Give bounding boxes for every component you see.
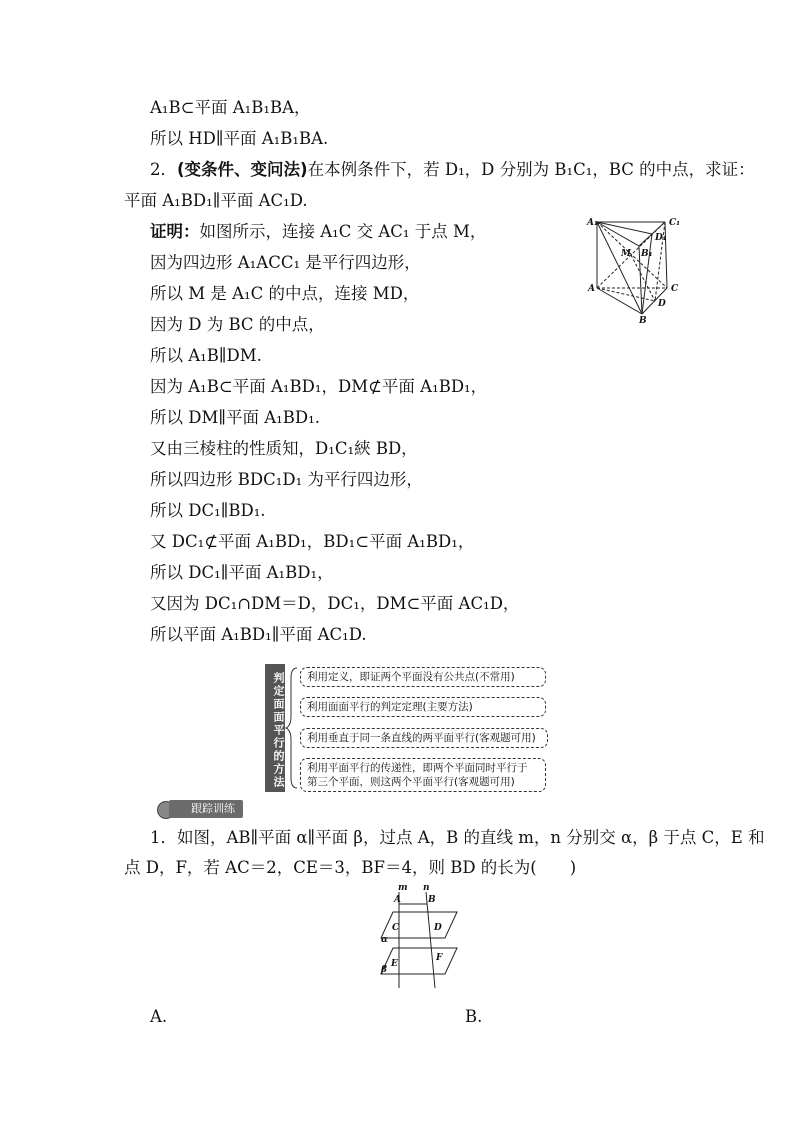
question-number: 2． bbox=[150, 160, 177, 179]
fig-label: A bbox=[394, 895, 401, 905]
practice-label: 跟踪训练 bbox=[169, 800, 243, 818]
text-line: 又由三棱柱的性质知，D₁C₁綊 BD， bbox=[150, 439, 418, 458]
text-line: 所以 A₁B∥DM. bbox=[150, 346, 262, 365]
text-line: 所以 DC₁∥BD₁. bbox=[150, 501, 266, 520]
fig-label: C₁ bbox=[669, 218, 681, 228]
fig-label: m bbox=[398, 883, 408, 893]
method-item: 利用定义，即证两个平面没有公共点(不常用) bbox=[300, 667, 546, 687]
fig-label: D bbox=[658, 299, 666, 309]
fig-label: β bbox=[381, 965, 387, 975]
fig-label: E bbox=[391, 959, 398, 969]
fig-label: B bbox=[428, 895, 436, 905]
fig-label: M bbox=[621, 249, 631, 259]
text-line bbox=[150, 159, 755, 181]
method-item-line: 第三个平面，则这两个平面平行(客观题可用) bbox=[307, 776, 515, 788]
fig-label: A₁ bbox=[587, 218, 598, 228]
planes-figure bbox=[375, 882, 465, 992]
text-line: 因为 A₁B⊂平面 A₁BD₁，DM⊄平面 A₁BD₁， bbox=[150, 377, 488, 396]
fig-label: B bbox=[639, 316, 647, 324]
method-item: 利用垂直于同一条直线的两平面平行(客观题可用) bbox=[300, 728, 548, 748]
text-line: 又因为 DC₁∩DM＝D，DC₁，DM⊂平面 AC₁D， bbox=[150, 594, 520, 613]
question-line: 点 D，F，若 AC＝2，CE＝3，BF＝4，则 BD 的长为( ) bbox=[124, 858, 577, 877]
text-line: 所以四边形 BDC₁D₁ 为平行四边形， bbox=[150, 470, 423, 489]
method-item-line: 利用平面平行的传递性，即两个平面同时平行于 bbox=[307, 762, 528, 774]
fig-label: D bbox=[434, 923, 442, 933]
text-line: 平面 A₁BD₁∥平面 AC₁D. bbox=[124, 191, 308, 210]
text-line: A₁B⊂平面 A₁B₁BA， bbox=[150, 98, 311, 117]
fig-label: α bbox=[381, 935, 388, 945]
fig-label: B₁ bbox=[641, 249, 653, 259]
practice-section-tag bbox=[155, 800, 255, 818]
question-text: 在本例条件下，若 D₁，D 分别为 B₁C₁，BC 的中点，求证： bbox=[307, 160, 755, 179]
method-brace bbox=[285, 664, 299, 792]
fig-label: F bbox=[436, 953, 443, 963]
fig-label: n bbox=[423, 883, 430, 893]
method-box-title: 判定面面平行的方法 bbox=[265, 664, 285, 792]
method-item bbox=[300, 758, 546, 792]
text-line: 所以 DM∥平面 A₁BD₁. bbox=[150, 408, 320, 427]
text-line: 所以平面 A₁BD₁∥平面 AC₁D. bbox=[150, 625, 367, 644]
text-line: 所以 M 是 A₁C 的中点，连接 MD， bbox=[150, 284, 420, 303]
method-item: 利用面面平行的判定定理(主要方法) bbox=[300, 697, 546, 717]
option-b: B. bbox=[465, 1007, 483, 1026]
fig-label: D₁ bbox=[655, 233, 667, 243]
text-line: 因为四边形 A₁ACC₁ 是平行四边形， bbox=[150, 253, 421, 272]
text-line bbox=[150, 221, 486, 243]
fig-label: C bbox=[671, 284, 679, 294]
fig-label: C bbox=[392, 923, 400, 933]
prism-figure bbox=[585, 212, 695, 324]
text-line: 所以 HD∥平面 A₁B₁BA. bbox=[150, 129, 329, 148]
question-line: 1．如图，AB∥平面 α∥平面 β，过点 A，B 的直线 m，n 分别交 α，β 于点 C，E 和 bbox=[150, 828, 765, 847]
text-line: 因为 D 为 BC 的中点， bbox=[150, 315, 325, 334]
option-a: A. bbox=[150, 1007, 168, 1026]
fig-label: A bbox=[588, 284, 595, 294]
variant-tag: (变条件、变问法) bbox=[177, 160, 308, 179]
text-line: 又 DC₁⊄平面 A₁BD₁，BD₁⊂平面 A₁BD₁， bbox=[150, 532, 475, 551]
text-line: 所以 DC₁∥平面 A₁BD₁， bbox=[150, 563, 334, 582]
proof-text: 如图所示，连接 A₁C 交 AC₁ 于点 M， bbox=[199, 222, 487, 241]
proof-label: 证明： bbox=[150, 222, 200, 241]
